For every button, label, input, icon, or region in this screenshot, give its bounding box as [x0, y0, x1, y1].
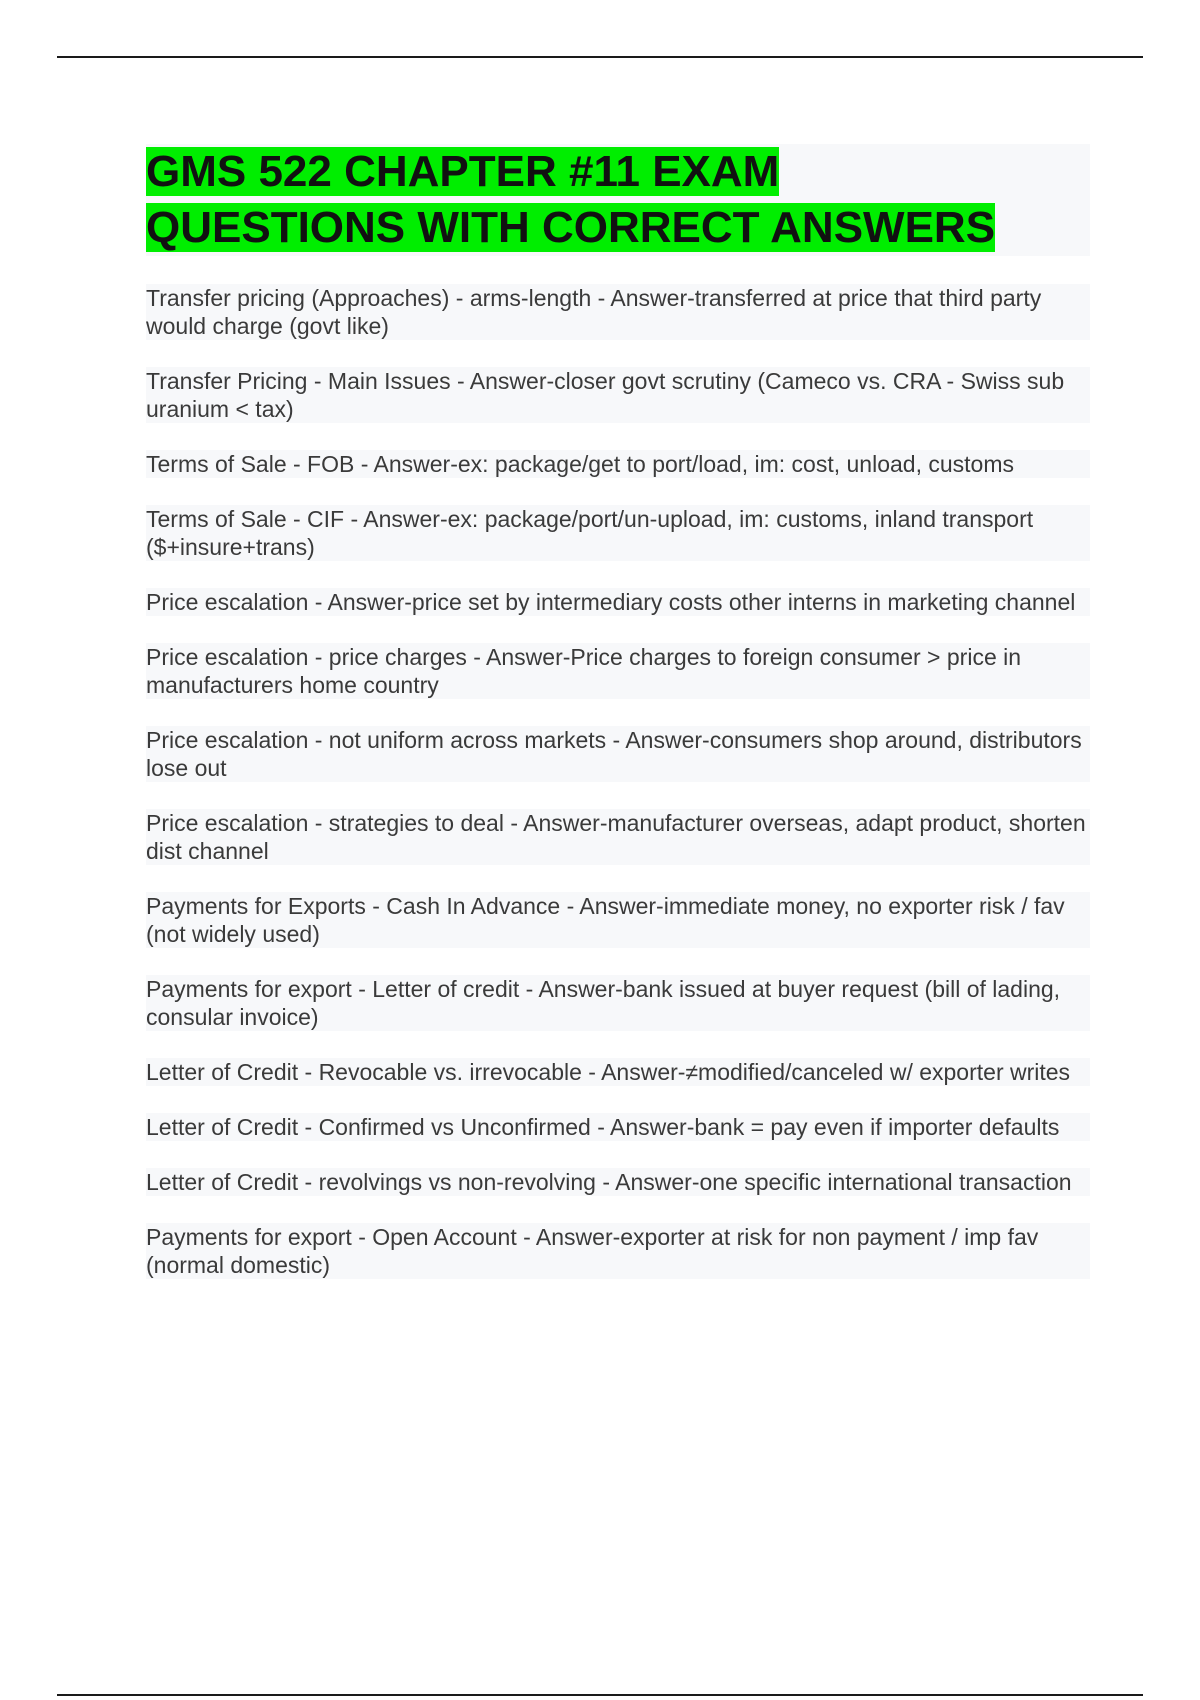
qa-item: Letter of Credit - revolvings vs non-revolving - Answer-one specific international transaction [146, 1168, 1090, 1196]
qa-item: Transfer Pricing - Main Issues - Answer-closer govt scrutiny (Cameco vs. CRA - Swiss sub uranium < tax) [146, 367, 1090, 423]
qa-item: Payments for Exports - Cash In Advance - Answer-immediate money, no exporter risk / fav (not widely used) [146, 892, 1090, 948]
qa-item: Payments for export - Open Account - Answer-exporter at risk for non payment / imp fav (normal domestic) [146, 1223, 1090, 1279]
qa-item: Price escalation - Answer-price set by intermediary costs other interns in marketing channel [146, 588, 1090, 616]
qa-item: Letter of Credit - Confirmed vs Unconfirmed - Answer-bank = pay even if importer defaults [146, 1113, 1090, 1141]
title-line-2: QUESTIONS WITH CORRECT ANSWERS [146, 203, 996, 252]
qa-item: Letter of Credit - Revocable vs. irrevocable - Answer-≠modified/canceled w/ exporter writes [146, 1058, 1090, 1086]
title-line-1: GMS 522 CHAPTER #11 EXAM [146, 147, 780, 196]
document-body [146, 144, 1090, 1306]
qa-item: Price escalation - price charges - Answer-Price charges to foreign consumer > price in manufacturers home country [146, 643, 1090, 699]
qa-item: Price escalation - not uniform across markets - Answer-consumers shop around, distributors lose out [146, 726, 1090, 782]
qa-item: Payments for export - Letter of credit - Answer-bank issued at buyer request (bill of lading, consular invoice) [146, 975, 1090, 1031]
header-rule [57, 56, 1143, 58]
qa-item: Terms of Sale - CIF - Answer-ex: package/port/un-upload, im: customs, inland transport ($+insure+trans) [146, 505, 1090, 561]
qa-item: Terms of Sale - FOB - Answer-ex: package/get to port/load, im: cost, unload, customs [146, 450, 1090, 478]
qa-item: Transfer pricing (Approaches) - arms-length - Answer-transferred at price that third party would charge (govt like) [146, 284, 1090, 340]
qa-item: Price escalation - strategies to deal - Answer-manufacturer overseas, adapt product, shorten dist channel [146, 809, 1090, 865]
document-title [146, 144, 1090, 256]
footer-rule [57, 1694, 1143, 1696]
